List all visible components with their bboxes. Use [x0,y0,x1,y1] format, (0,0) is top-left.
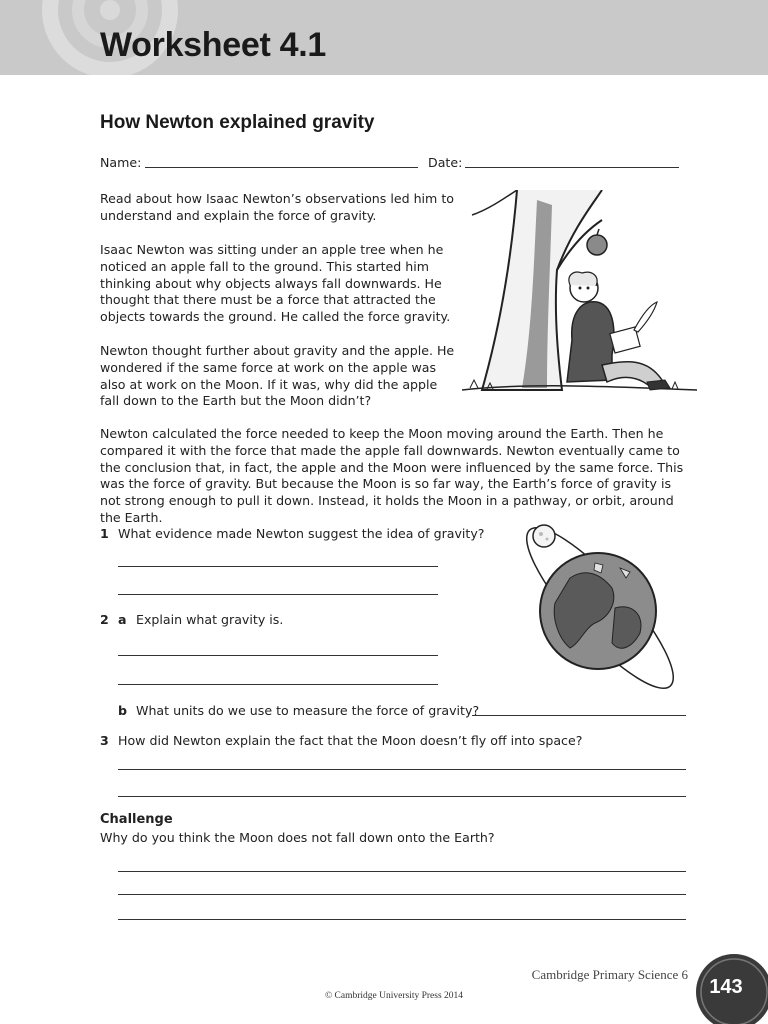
name-field[interactable] [145,167,418,168]
question-text: What units do we use to measure the force of gravity? [136,703,480,718]
newton-under-tree-illustration [462,190,702,405]
question-text: What evidence made Newton suggest the idea of gravity? [118,526,485,541]
moon-icon [533,525,555,547]
question-text: How did Newton explain the fact that the Moon doesn’t fly off into space? [118,733,583,748]
question-text: Explain what gravity is. [136,612,284,627]
answer-line[interactable] [118,871,686,872]
worksheet-title: Worksheet 4.1 [100,26,327,64]
quill-icon [634,302,657,332]
story-paragraph: Isaac Newton was sitting under an apple tree when he noticed an apple fall to the ground. This started him thinking about why objects always fall downwards. He thought that there must be a force that attracted the objects towards the ground. He called the force gravity. [100,242,451,325]
answer-line[interactable] [118,919,686,920]
question-1 [100,526,485,541]
intro-paragraph: Read about how Isaac Newton’s observations led him to understand and explain the force of gravity. [100,191,454,223]
conclusion-paragraph: Newton calculated the force needed to keep the Moon moving around the Earth. Then he compared it with the force that made the apple fall downwards. Newton eventually came to the conclusion that, in fact, the apple and the Moon were influenced by the same force. This was the force of gravity. But because the Moon is so far way, the Earth’s force of gravity is not strong enough to pull it down. Instead, it holds the Moon in a pathway, or orbit, around the Earth. [100,426,684,525]
challenge-question: Why do you think the Moon does not fall down onto the Earth? [100,830,495,845]
question-part: b [118,703,128,718]
question-part: a [118,612,127,627]
answer-line[interactable] [118,655,438,656]
question-2a [100,612,283,627]
question-3 [100,733,582,748]
book-title: Cambridge Primary Science 6 [531,967,688,982]
question-number: 2 [100,612,109,627]
copyright-notice: © Cambridge University Press 2014 [324,991,464,1001]
moon-paragraph: Newton thought further about gravity and the apple. He wondered if the same force at work on the apple was also at work on the Moon. If it was, why did the apple fall down to the Earth but the Moon didn’t? [100,343,455,409]
question-number: 3 [100,733,109,748]
question-2b [118,703,479,718]
apple-icon [587,235,607,255]
name-label: Name: [100,155,142,170]
challenge-heading: Challenge [100,812,173,827]
answer-line[interactable] [118,769,686,770]
answer-line[interactable] [118,796,686,797]
answer-line[interactable] [118,594,438,595]
date-field[interactable] [465,167,679,168]
earth-moon-orbit-illustration [500,518,700,698]
answer-line[interactable] [472,715,686,716]
question-number: 1 [100,526,109,541]
date-label: Date: [428,155,463,170]
answer-line[interactable] [118,566,438,567]
answer-line[interactable] [118,894,686,895]
page-subtitle: How Newton explained gravity [100,112,375,133]
answer-line[interactable] [118,684,438,685]
page-number: 143 [709,976,743,998]
